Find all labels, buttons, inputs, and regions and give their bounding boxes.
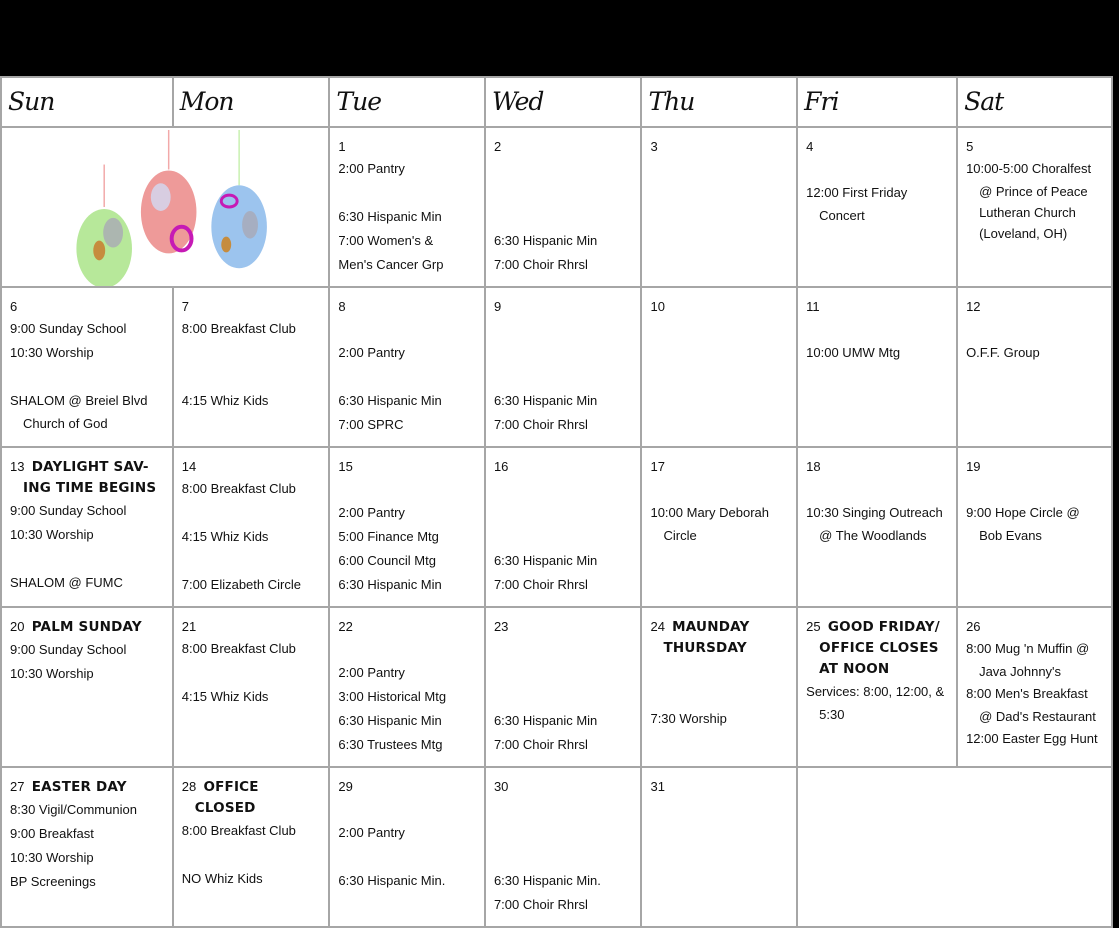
event-item: 12:00 First Friday — [806, 185, 908, 200]
day-number: 10 — [650, 299, 665, 314]
day-content — [330, 608, 484, 757]
spacer — [494, 365, 635, 389]
spacer — [182, 661, 323, 685]
spacer — [338, 797, 478, 821]
day-content — [330, 448, 484, 597]
day-name: Tue — [336, 87, 381, 116]
day-cell-17[interactable] — [641, 447, 797, 607]
day-heading — [494, 296, 635, 317]
event-item: 9:00 Sunday School — [10, 321, 127, 336]
day-number: 8 — [338, 299, 346, 314]
day-heading — [806, 616, 950, 638]
event-item: @ Prince of Peace — [979, 184, 1088, 199]
day-cell-24[interactable] — [641, 607, 797, 767]
event-item: Services: 8:00, 12:00, & — [806, 684, 945, 699]
event-item: 10:00 UMW Mtg — [806, 345, 901, 360]
spacer — [10, 365, 166, 389]
day-number: 5 — [966, 139, 974, 154]
day-content — [174, 608, 329, 709]
day-number: 6 — [10, 299, 18, 314]
day-number: 31 — [650, 779, 665, 794]
holiday-title: OFFICE — [203, 779, 259, 795]
event-item: 8:30 Vigil/Communion — [10, 802, 137, 817]
day-number: 11 — [806, 299, 820, 314]
day-number: 22 — [338, 619, 353, 634]
spacer — [966, 477, 1105, 501]
day-content — [486, 448, 641, 597]
day-content — [2, 288, 172, 434]
day-name: Sun — [8, 87, 55, 116]
event-item: BP Screenings — [10, 874, 96, 889]
day-number: 19 — [966, 459, 981, 474]
holiday-title-cont: ING TIME BEGINS — [23, 480, 157, 496]
easter-eggs-icon — [2, 128, 328, 286]
day-cell-20[interactable] — [1, 607, 173, 767]
event-item: 3:00 Historical Mtg — [338, 689, 447, 704]
day-number: 26 — [966, 619, 981, 634]
day-cell-19[interactable] — [957, 447, 1112, 607]
day-cell-27[interactable] — [1, 767, 173, 927]
event-item: 8:00 Men's Breakfast — [966, 686, 1088, 701]
day-name: Sat — [964, 87, 1004, 116]
day-content — [642, 608, 796, 731]
event-item: 2:00 Pantry — [338, 161, 405, 176]
day-heading — [182, 776, 323, 798]
event-item: 2:00 Pantry — [338, 505, 405, 520]
day-cell-11[interactable] — [797, 287, 957, 447]
day-name: Wed — [491, 87, 544, 116]
day-heading — [650, 136, 790, 157]
day-heading — [494, 456, 635, 477]
event-item: 6:30 Hispanic Min — [493, 393, 598, 408]
spacer — [338, 477, 478, 501]
day-heading — [338, 776, 478, 797]
header-mon — [173, 77, 330, 127]
day-heading — [10, 776, 166, 798]
holiday-title-cont: THURSDAY — [663, 640, 747, 656]
day-cell-26[interactable] — [957, 607, 1112, 767]
day-cell-7[interactable] — [173, 287, 330, 447]
day-content — [2, 608, 172, 686]
holiday-title: MAUNDAY — [672, 619, 750, 635]
spacer — [806, 317, 950, 341]
spacer — [966, 317, 1105, 341]
calendar-grid — [0, 76, 1113, 928]
event-item: 9:00 Hope Circle @ — [966, 505, 1080, 520]
day-number: 18 — [806, 459, 821, 474]
day-cell-3[interactable] — [641, 127, 797, 287]
event-item: 10:30 Worship — [10, 345, 94, 360]
header-bar — [0, 0, 1119, 76]
event-item: SHALOM @ FUMC — [10, 575, 123, 590]
day-number: 28 — [181, 779, 197, 794]
holiday-title-cont: CLOSED — [194, 800, 256, 816]
day-number: 7 — [181, 299, 189, 314]
day-number: 1 — [338, 139, 346, 154]
event-item: Circle — [663, 528, 697, 543]
spacer — [494, 501, 635, 525]
spacer — [494, 685, 635, 709]
day-cell-16[interactable] — [485, 447, 642, 607]
event-item: 10:30 Worship — [10, 527, 94, 542]
day-content — [642, 128, 796, 157]
day-heading — [650, 776, 790, 797]
day-cell-21[interactable] — [173, 607, 330, 767]
day-content — [642, 768, 796, 797]
spacer — [182, 341, 323, 365]
header-thu — [641, 77, 797, 127]
day-content — [486, 608, 641, 757]
event-item: 6:30 Hispanic Min — [493, 233, 598, 248]
header-wed — [485, 77, 642, 127]
calendar — [0, 76, 1113, 926]
header-sat — [957, 77, 1112, 127]
day-cell-8[interactable] — [329, 287, 485, 447]
day-cell-1[interactable] — [329, 127, 485, 287]
event-item: O.F.F. Group — [966, 345, 1040, 360]
day-heading — [338, 136, 478, 157]
day-cell-14[interactable] — [173, 447, 330, 607]
event-item: 12:00 Easter Egg Hunt — [966, 731, 1098, 746]
day-heading — [966, 616, 1105, 637]
event-item: 8:00 Mug 'n Muffin @ — [966, 641, 1090, 656]
day-number: 12 — [966, 299, 981, 314]
day-cell-29[interactable] — [329, 767, 485, 927]
spacer — [494, 181, 635, 205]
event-item: 8:00 Breakfast Club — [181, 641, 296, 656]
day-name: Mon — [179, 87, 234, 116]
holiday-title: PALM SUNDAY — [31, 619, 142, 635]
day-content — [958, 128, 1111, 244]
event-item: 6:00 Council Mtg — [338, 553, 436, 568]
holiday-title: GOOD FRIDAY/ — [827, 619, 940, 635]
day-name: Fri — [804, 87, 839, 116]
event-item: 4:15 Whiz Kids — [181, 529, 269, 544]
day-number: 14 — [181, 459, 197, 474]
day-content — [798, 128, 956, 226]
event-item: 5:00 Finance Mtg — [338, 529, 439, 544]
spacer — [10, 547, 166, 571]
spacer — [338, 181, 478, 205]
event-item: 10:00-5:00 Choralfest — [966, 161, 1092, 176]
day-cell-4[interactable] — [797, 127, 957, 287]
day-cell-30[interactable] — [485, 767, 642, 927]
event-item: 10:30 Worship — [10, 666, 94, 681]
event-item: 6:30 Hispanic Min — [493, 713, 598, 728]
day-number: 9 — [493, 299, 502, 314]
spacer — [494, 637, 635, 661]
day-heading — [650, 456, 790, 477]
day-heading — [650, 616, 790, 638]
spacer — [182, 843, 323, 867]
spacer — [494, 157, 635, 181]
day-heading — [10, 616, 166, 638]
event-item: 8:00 Breakfast Club — [181, 481, 296, 496]
event-item: Bob Evans — [979, 528, 1042, 543]
event-item: Men's Cancer Grp — [338, 257, 444, 272]
week-row — [1, 767, 1112, 927]
day-cell-25[interactable] — [797, 607, 957, 767]
day-heading — [494, 776, 635, 797]
day-heading — [494, 136, 635, 157]
event-item: Church of God — [23, 416, 108, 431]
day-content — [330, 288, 484, 437]
day-content — [798, 448, 956, 546]
spacer — [494, 341, 635, 365]
spacer — [806, 157, 950, 181]
day-header-row — [1, 77, 1112, 127]
day-content — [486, 768, 641, 917]
spacer — [650, 477, 790, 501]
event-item: 7:00 Choir Rhrsl — [493, 577, 588, 592]
spacer — [494, 205, 635, 229]
day-heading — [966, 136, 1105, 157]
event-item: 4:15 Whiz Kids — [181, 393, 269, 408]
day-number: 30 — [493, 779, 509, 794]
day-cell-5[interactable] — [957, 127, 1112, 287]
event-item: (Loveland, OH) — [979, 226, 1068, 241]
event-item: 7:00 Choir Rhrsl — [493, 737, 588, 752]
day-cell-12[interactable] — [957, 287, 1112, 447]
day-content — [330, 128, 484, 277]
day-heading — [10, 456, 166, 478]
day-content — [2, 448, 172, 595]
spacer — [494, 797, 635, 821]
event-item: 7:30 Worship — [650, 711, 727, 726]
day-heading — [806, 136, 950, 157]
day-content — [2, 768, 172, 894]
event-item: 6:30 Hispanic Min — [338, 209, 442, 224]
event-item: SHALOM @ Breiel Blvd — [10, 393, 148, 408]
event-item: 7:00 Choir Rhrsl — [493, 257, 588, 272]
day-heading — [966, 296, 1105, 317]
day-number: 4 — [806, 139, 814, 154]
spacer — [338, 637, 478, 661]
day-content — [174, 768, 329, 891]
day-heading — [338, 616, 478, 637]
day-content — [174, 448, 329, 597]
event-item: 8:00 Breakfast Club — [181, 823, 296, 838]
day-cell-2[interactable] — [485, 127, 642, 287]
event-item: 6:30 Hispanic Min — [338, 577, 442, 592]
spacer — [494, 821, 635, 845]
holiday-title-cont: AT NOON — [819, 661, 890, 677]
day-heading — [10, 296, 166, 317]
spacer — [494, 477, 635, 501]
event-item: NO Whiz Kids — [181, 871, 263, 886]
event-item: 5:30 — [819, 707, 845, 722]
spacer — [494, 317, 635, 341]
day-number: 27 — [10, 779, 25, 794]
header-fri — [797, 77, 957, 127]
day-cell-13[interactable] — [1, 447, 173, 607]
day-heading — [338, 456, 478, 477]
day-number: 3 — [650, 139, 658, 154]
day-content — [958, 608, 1111, 751]
spacer — [494, 845, 635, 869]
day-content — [174, 288, 329, 413]
event-item: Concert — [819, 208, 865, 223]
day-content — [798, 608, 956, 725]
day-cell-6[interactable] — [1, 287, 173, 447]
event-item: 6:30 Hispanic Min. — [493, 873, 601, 888]
holiday-title: EASTER DAY — [31, 779, 127, 795]
holiday-title-cont: OFFICE CLOSES — [819, 640, 939, 656]
spacer — [338, 317, 478, 341]
day-content — [642, 288, 796, 317]
day-cell-28[interactable] — [173, 767, 330, 927]
day-heading — [338, 296, 478, 317]
spacer — [182, 549, 323, 573]
event-item: 9:00 Sunday School — [10, 642, 127, 657]
decoration-cell — [1, 127, 329, 287]
empty-day-cell — [797, 767, 1112, 927]
spacer — [806, 477, 950, 501]
week-row — [1, 127, 1112, 287]
day-heading — [182, 456, 323, 477]
day-number: 23 — [493, 619, 509, 634]
week-row — [1, 607, 1112, 767]
event-item: @ Dad's Restaurant — [979, 709, 1096, 724]
event-item: 6:30 Hispanic Min — [338, 713, 442, 728]
event-item: 10:30 Singing Outreach — [806, 505, 943, 520]
spacer — [494, 661, 635, 685]
day-content — [958, 288, 1111, 365]
event-item: 7:00 Women's & — [338, 233, 434, 248]
header-tue — [329, 77, 485, 127]
day-cell-18[interactable] — [797, 447, 957, 607]
day-heading — [494, 616, 635, 637]
day-content — [486, 288, 641, 437]
spacer — [182, 365, 323, 389]
day-number: 13 — [10, 459, 25, 474]
event-item: 4:15 Whiz Kids — [181, 689, 269, 704]
day-number: 20 — [10, 619, 25, 634]
day-content — [958, 448, 1111, 546]
day-heading — [182, 296, 323, 317]
day-heading — [806, 296, 950, 317]
event-item: 7:00 Choir Rhrsl — [493, 897, 588, 912]
spacer — [494, 525, 635, 549]
day-heading — [650, 296, 790, 317]
week-row — [1, 287, 1112, 447]
day-number: 21 — [181, 619, 197, 634]
spacer — [338, 845, 478, 869]
event-item: 6:30 Hispanic Min — [338, 393, 442, 408]
day-heading — [966, 456, 1105, 477]
header-sun — [1, 77, 173, 127]
day-number: 2 — [493, 139, 502, 154]
spacer — [650, 659, 790, 683]
event-item: 7:00 Elizabeth Circle — [181, 577, 301, 592]
day-number: 15 — [338, 459, 353, 474]
event-item: 8:00 Breakfast Club — [181, 321, 296, 336]
day-number: 29 — [338, 779, 353, 794]
event-item: 6:30 Trustees Mtg — [338, 737, 443, 752]
day-cell-15[interactable] — [329, 447, 485, 607]
event-item: @ The Woodlands — [819, 528, 927, 543]
day-name: Thu — [648, 87, 695, 116]
event-item: 7:00 Choir Rhrsl — [493, 417, 588, 432]
event-item: Lutheran Church — [979, 205, 1076, 220]
day-heading — [806, 456, 950, 477]
day-content — [798, 288, 956, 365]
day-number: 25 — [806, 619, 821, 634]
day-cell-10[interactable] — [641, 287, 797, 447]
day-content — [642, 448, 796, 546]
day-content — [486, 128, 641, 277]
event-item: 6:30 Hispanic Min — [493, 553, 598, 568]
day-cell-23[interactable] — [485, 607, 642, 767]
event-item: 2:00 Pantry — [338, 825, 405, 840]
event-item: 10:30 Worship — [10, 850, 94, 865]
event-item: Java Johnny's — [979, 664, 1062, 679]
day-cell-31[interactable] — [641, 767, 797, 927]
day-heading — [182, 616, 323, 637]
event-item: 9:00 Sunday School — [10, 503, 127, 518]
day-content — [330, 768, 484, 893]
event-item: 2:00 Pantry — [338, 345, 405, 360]
event-item: 10:00 Mary Deborah — [650, 505, 769, 520]
day-number: 24 — [650, 619, 665, 634]
event-item: 6:30 Hispanic Min. — [338, 873, 446, 888]
event-item: 9:00 Breakfast — [10, 826, 94, 841]
event-item: 7:00 SPRC — [338, 417, 404, 432]
week-row — [1, 447, 1112, 607]
day-cell-9[interactable] — [485, 287, 642, 447]
spacer — [338, 365, 478, 389]
day-cell-22[interactable] — [329, 607, 485, 767]
day-number: 17 — [650, 459, 665, 474]
spacer — [650, 683, 790, 707]
spacer — [182, 501, 323, 525]
holiday-title: DAYLIGHT SAV- — [31, 459, 149, 475]
day-number: 16 — [493, 459, 509, 474]
event-item: 2:00 Pantry — [338, 665, 405, 680]
